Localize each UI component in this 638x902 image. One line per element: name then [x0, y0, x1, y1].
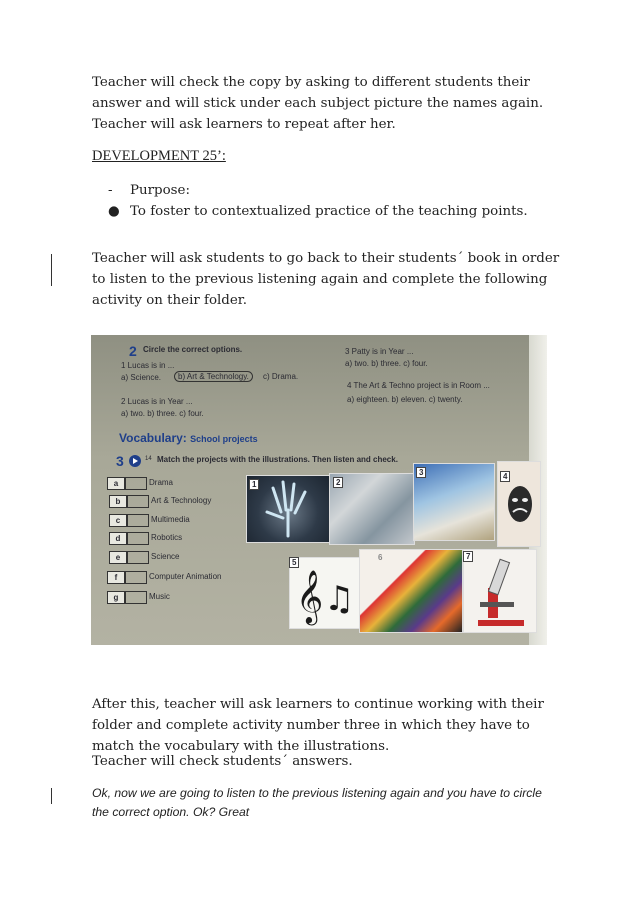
illustration-number: 7: [463, 551, 473, 562]
audio-play-icon: [129, 455, 141, 467]
svg-text:𝄞: 𝄞: [296, 569, 324, 623]
exercise-2-title: Circle the correct options.: [143, 345, 243, 354]
item-letter-box: c: [109, 514, 127, 527]
item-letter-box: e: [109, 551, 127, 564]
item-label: Computer Animation: [149, 572, 222, 581]
exercise-2-number: 2: [129, 343, 137, 359]
vocabulary-title: Vocabulary:: [119, 431, 187, 445]
item-letter-box: b: [109, 495, 127, 508]
answer-box: [125, 571, 147, 584]
teacher-script-note: Ok, now we are going to listen to the previous listening again and you have to circle the correct option. Ok? Great: [92, 786, 542, 819]
change-bar: [51, 254, 52, 286]
answer-box: [127, 551, 149, 564]
music-illustration: [289, 557, 361, 629]
question-1-option-b: b) Art & Technology.: [174, 371, 253, 382]
illustration-number: 1: [249, 479, 259, 490]
list-item-text: To foster to contextualized practice of the teaching points.: [130, 204, 528, 219]
item-letter-box: g: [107, 591, 125, 604]
answer-box: [125, 477, 147, 490]
textbook-photo: [91, 335, 547, 645]
item-label: Art & Technology: [151, 496, 212, 505]
purpose-list: [108, 180, 528, 222]
question-4-options: a) eighteen. b) eleven. c) twenty.: [347, 395, 463, 404]
list-item: [108, 201, 528, 222]
dash-bullet: -: [108, 183, 113, 198]
answer-box: [127, 532, 149, 545]
list-item-text: Purpose:: [130, 183, 190, 198]
instruction-paragraph: Teacher will ask students to go back to their students´ book in order to listen to the previous listening again and complete the following activity on their folder.: [92, 251, 560, 308]
computer-animation-illustration: [359, 549, 463, 633]
microscope-icon: [464, 550, 536, 632]
intro-paragraph: Teacher will check the copy by asking to different students their answer and will stick under each subject picture the names again. Teacher will ask learners to repeat after her.: [92, 75, 544, 132]
check-paragraph: Teacher will check students´ answers.: [92, 754, 353, 769]
question-3-options: a) two. b) three. c) four.: [345, 359, 428, 368]
exercise-3-title: Match the projects with the illustrations. Then listen and check.: [157, 455, 398, 464]
illustration-number: 5: [289, 557, 299, 568]
answer-box: [125, 591, 147, 604]
exercise-3-number: 3: [116, 453, 124, 469]
question-1-option-a: a) Science.: [121, 373, 162, 382]
question-4: 4 The Art & Techno project is in Room ...: [347, 381, 490, 390]
illustration-number: 6: [378, 553, 383, 562]
question-1-option-c: c) Drama.: [263, 372, 299, 381]
vocabulary-subtitle: School projects: [190, 434, 258, 444]
item-label: Science: [151, 552, 180, 561]
microscope-illustration: [463, 549, 537, 633]
item-label: Multimedia: [151, 515, 190, 524]
list-item: [108, 180, 528, 201]
item-letter-box: d: [109, 532, 127, 545]
question-2: 2 Lucas is in Year ...: [121, 397, 193, 406]
followup-paragraph: After this, teacher will ask learners to continue working with their folder and complete activity number three in which they have to match the vocabulary with the illustrations.: [92, 697, 544, 754]
audio-track-number: 14: [145, 456, 152, 462]
dot-bullet: ●: [108, 204, 120, 219]
svg-text:♫: ♫: [324, 579, 355, 619]
question-1: 1 Lucas is in ...: [121, 361, 175, 370]
item-label: Robotics: [151, 533, 183, 542]
answer-box: [127, 514, 149, 527]
question-3: 3 Patty is in Year ...: [345, 347, 414, 356]
answer-box: [127, 495, 149, 508]
item-letter-box: a: [107, 477, 125, 490]
item-label: Music: [149, 592, 170, 601]
illustration-number: 3: [416, 467, 426, 478]
item-letter-box: f: [107, 571, 125, 584]
music-notes-icon: [290, 558, 360, 628]
illustration-number: 4: [500, 471, 510, 482]
question-2-options: a) two. b) three. c) four.: [121, 409, 204, 418]
development-heading: DEVELOPMENT 25’:: [92, 148, 226, 164]
illustration-number: 2: [333, 477, 343, 488]
vocabulary-heading: [119, 431, 258, 445]
change-bar: [51, 788, 52, 804]
item-label: Drama: [149, 478, 174, 487]
